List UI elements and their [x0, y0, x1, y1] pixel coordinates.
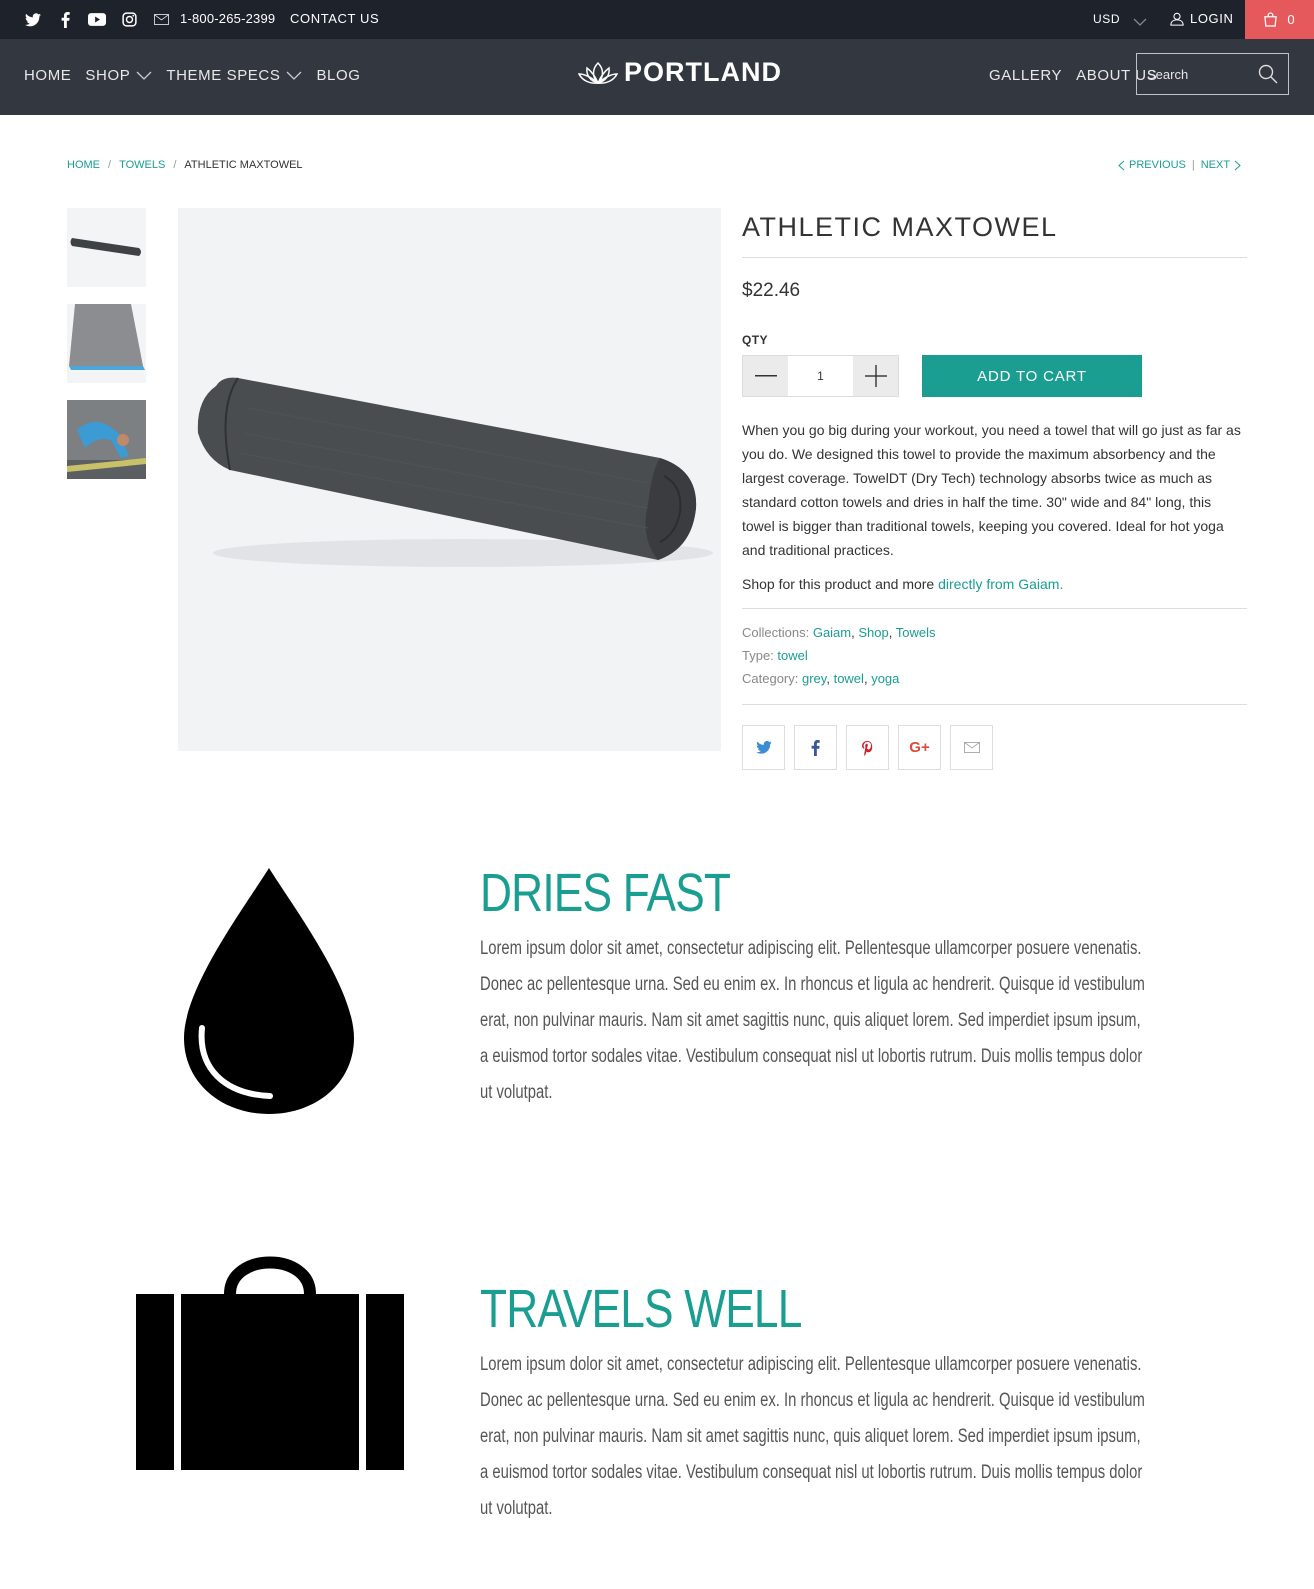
suitcase-icon [136, 1242, 404, 1470]
rolled-towel-thumbnail [67, 208, 146, 287]
nav-home[interactable]: HOME [24, 67, 72, 84]
twitter-icon[interactable] [24, 11, 42, 29]
chevron-left-icon [1118, 160, 1125, 171]
chevron-down-icon [136, 71, 152, 80]
pinterest-icon [861, 740, 874, 756]
facebook-icon[interactable] [56, 11, 74, 29]
type-link[interactable]: towel [777, 648, 808, 663]
qty-label: QTY [742, 333, 768, 347]
collections-label: Collections: [742, 625, 810, 640]
product-info [742, 208, 1247, 770]
water-drop-icon [184, 868, 354, 1114]
collection-link[interactable]: Gaiam [812, 625, 852, 640]
nav-shop-label: SHOP [85, 67, 131, 84]
previous-label: PREVIOUS [1129, 159, 1186, 171]
site-logo[interactable] [578, 57, 782, 88]
next-link[interactable] [1201, 159, 1241, 171]
rolled-towel-image [178, 208, 721, 751]
product-description: When you go big during your workout, you need a towel that will go just as far as you do. We designed this towel to provide the maximum absorbency and the largest coverage. TowelDT (Dry Tech) technology absorbs twice as much as standard cotton towels and dries in half the time. 30" wide and 84" long, this towel is bigger than traditional towels, keeping you covered. Ideal for hot yoga and traditional practices. [742, 422, 1241, 558]
category-row: Category: grey, towel, yoga [742, 671, 900, 686]
add-to-cart-button[interactable]: ADD TO CART [922, 355, 1142, 397]
lotus-icon [578, 61, 618, 85]
breadcrumb-separator: / [108, 159, 112, 171]
nav-theme-specs[interactable] [166, 67, 302, 84]
qty-input[interactable] [788, 356, 853, 396]
plus-icon [865, 365, 887, 387]
login-link[interactable] [1170, 11, 1233, 26]
category-link[interactable]: grey [802, 671, 827, 686]
gaiam-link[interactable]: directly from Gaiam. [938, 576, 1064, 592]
search-input[interactable] [1147, 67, 1257, 82]
breadcrumb-separator: / [173, 159, 177, 171]
search-icon[interactable] [1258, 64, 1278, 89]
email-icon [964, 742, 980, 753]
chevron-down-icon[interactable] [1133, 13, 1147, 31]
currency-select[interactable]: USD [1093, 12, 1121, 26]
main-nav [0, 39, 1314, 115]
breadcrumb-current: ATHLETIC MAXTOWEL [184, 159, 303, 171]
email-icon[interactable] [152, 11, 170, 29]
feature-body-travels-well: Lorem ipsum dolor sit amet, consectetur adipiscing elit. Pellentesque ullamcorper posuere venenatis. Donec ac pellentesque urna. Sed eu enim ex. In rhoncus et ligula ac hendrerit. Quisque id vestibulum erat, non pulvinar mauris. Nam sit amet sagittis nunc, quis aliquet lorem. Sed imperdiet ipsum ipsum, a euismod tortor sodales vitae. Vestibulum consequat nisl ut lobortis rutrum. Duis mollis tempus dolor ut volutpat. [480, 1354, 1145, 1519]
increase-qty-button[interactable] [853, 356, 898, 396]
collection-link[interactable]: Towels [895, 625, 936, 640]
share-facebook-button[interactable] [794, 725, 837, 770]
category-link[interactable]: yoga [871, 671, 900, 686]
minus-icon [755, 375, 777, 377]
phone-number[interactable]: 1-800-265-2399 [180, 11, 276, 26]
thumbnail-3[interactable] [67, 400, 146, 479]
google-plus-icon: G+ [909, 739, 930, 756]
nav-left [24, 67, 361, 84]
product-title: ATHLETIC MAXTOWEL [742, 208, 1247, 258]
breadcrumb-towels[interactable]: TOWELS [119, 159, 166, 171]
contact-us-link[interactable]: CONTACT US [290, 11, 380, 26]
yoga-pose-thumbnail [67, 400, 146, 479]
login-label: LOGIN [1190, 11, 1234, 26]
share-email-button[interactable] [950, 725, 993, 770]
user-icon [1170, 12, 1184, 26]
product-meta [742, 621, 1247, 705]
thumbnail-2[interactable] [67, 304, 146, 383]
main-product-image[interactable] [178, 208, 721, 751]
shop-more-prefix: Shop for this product and more [742, 576, 939, 592]
category-label: Category: [742, 671, 799, 686]
qty-row [742, 355, 1247, 397]
social-links [24, 0, 170, 39]
chevron-down-icon [286, 71, 302, 80]
breadcrumb-home[interactable]: HOME [67, 159, 100, 171]
share-buttons [742, 725, 1247, 770]
nav-about[interactable]: ABOUT US [1076, 67, 1158, 84]
pager-separator: | [1191, 159, 1195, 171]
youtube-icon[interactable] [88, 11, 106, 29]
instagram-icon[interactable] [120, 11, 138, 29]
nav-theme-specs-label: THEME SPECS [166, 67, 281, 84]
nav-shop[interactable] [85, 67, 152, 84]
feature-title-dries-fast: DRIES FAST [480, 863, 731, 923]
collections-row: Collections: Gaiam, Shop, Towels [742, 625, 936, 640]
cart-count: 0 [1287, 12, 1295, 27]
decrease-qty-button[interactable] [743, 356, 788, 396]
quantity-stepper [742, 355, 899, 397]
cart-button[interactable] [1245, 0, 1314, 39]
next-label: NEXT [1200, 159, 1231, 171]
type-row [742, 644, 1247, 667]
facebook-icon [811, 740, 820, 756]
category-link[interactable]: towel [833, 671, 864, 686]
shop-more-text [742, 576, 1247, 609]
flat-towel-thumbnail [67, 304, 146, 383]
product-pager [1118, 159, 1241, 171]
nav-right [989, 67, 1157, 84]
shopping-bag-icon [1264, 12, 1277, 27]
logo-text: PORTLAND [624, 57, 782, 87]
collection-link[interactable]: Shop [858, 625, 889, 640]
type-label: Type: [742, 648, 774, 663]
top-bar [0, 0, 1314, 39]
search-box [1136, 53, 1289, 95]
share-google-plus-button[interactable] [898, 725, 941, 770]
breadcrumb [67, 159, 303, 171]
thumbnail-1[interactable] [67, 208, 146, 287]
share-twitter-button[interactable] [742, 725, 785, 770]
feature-body-dries-fast: Lorem ipsum dolor sit amet, consectetur adipiscing elit. Pellentesque ullamcorper posuere venenatis. Donec ac pellentesque urna. Sed eu enim ex. In rhoncus et ligula ac hendrerit. Quisque id vestibulum erat, non pulvinar mauris. Nam sit amet sagittis nunc, quis aliquet lorem. Sed imperdiet ipsum ipsum, a euismod tortor sodales vitae. Vestibulum consequat nisl ut lobortis rutrum. Duis mollis tempus dolor ut volutpat. [480, 938, 1145, 1103]
product-price: $22.46 [742, 280, 801, 301]
feature-title-travels-well: TRAVELS WELL [480, 1279, 802, 1339]
nav-blog[interactable]: BLOG [316, 67, 361, 84]
chevron-right-icon [1234, 160, 1241, 171]
twitter-icon [756, 741, 772, 754]
share-pinterest-button[interactable] [846, 725, 889, 770]
nav-gallery[interactable]: GALLERY [989, 67, 1063, 84]
previous-link[interactable] [1118, 159, 1186, 171]
